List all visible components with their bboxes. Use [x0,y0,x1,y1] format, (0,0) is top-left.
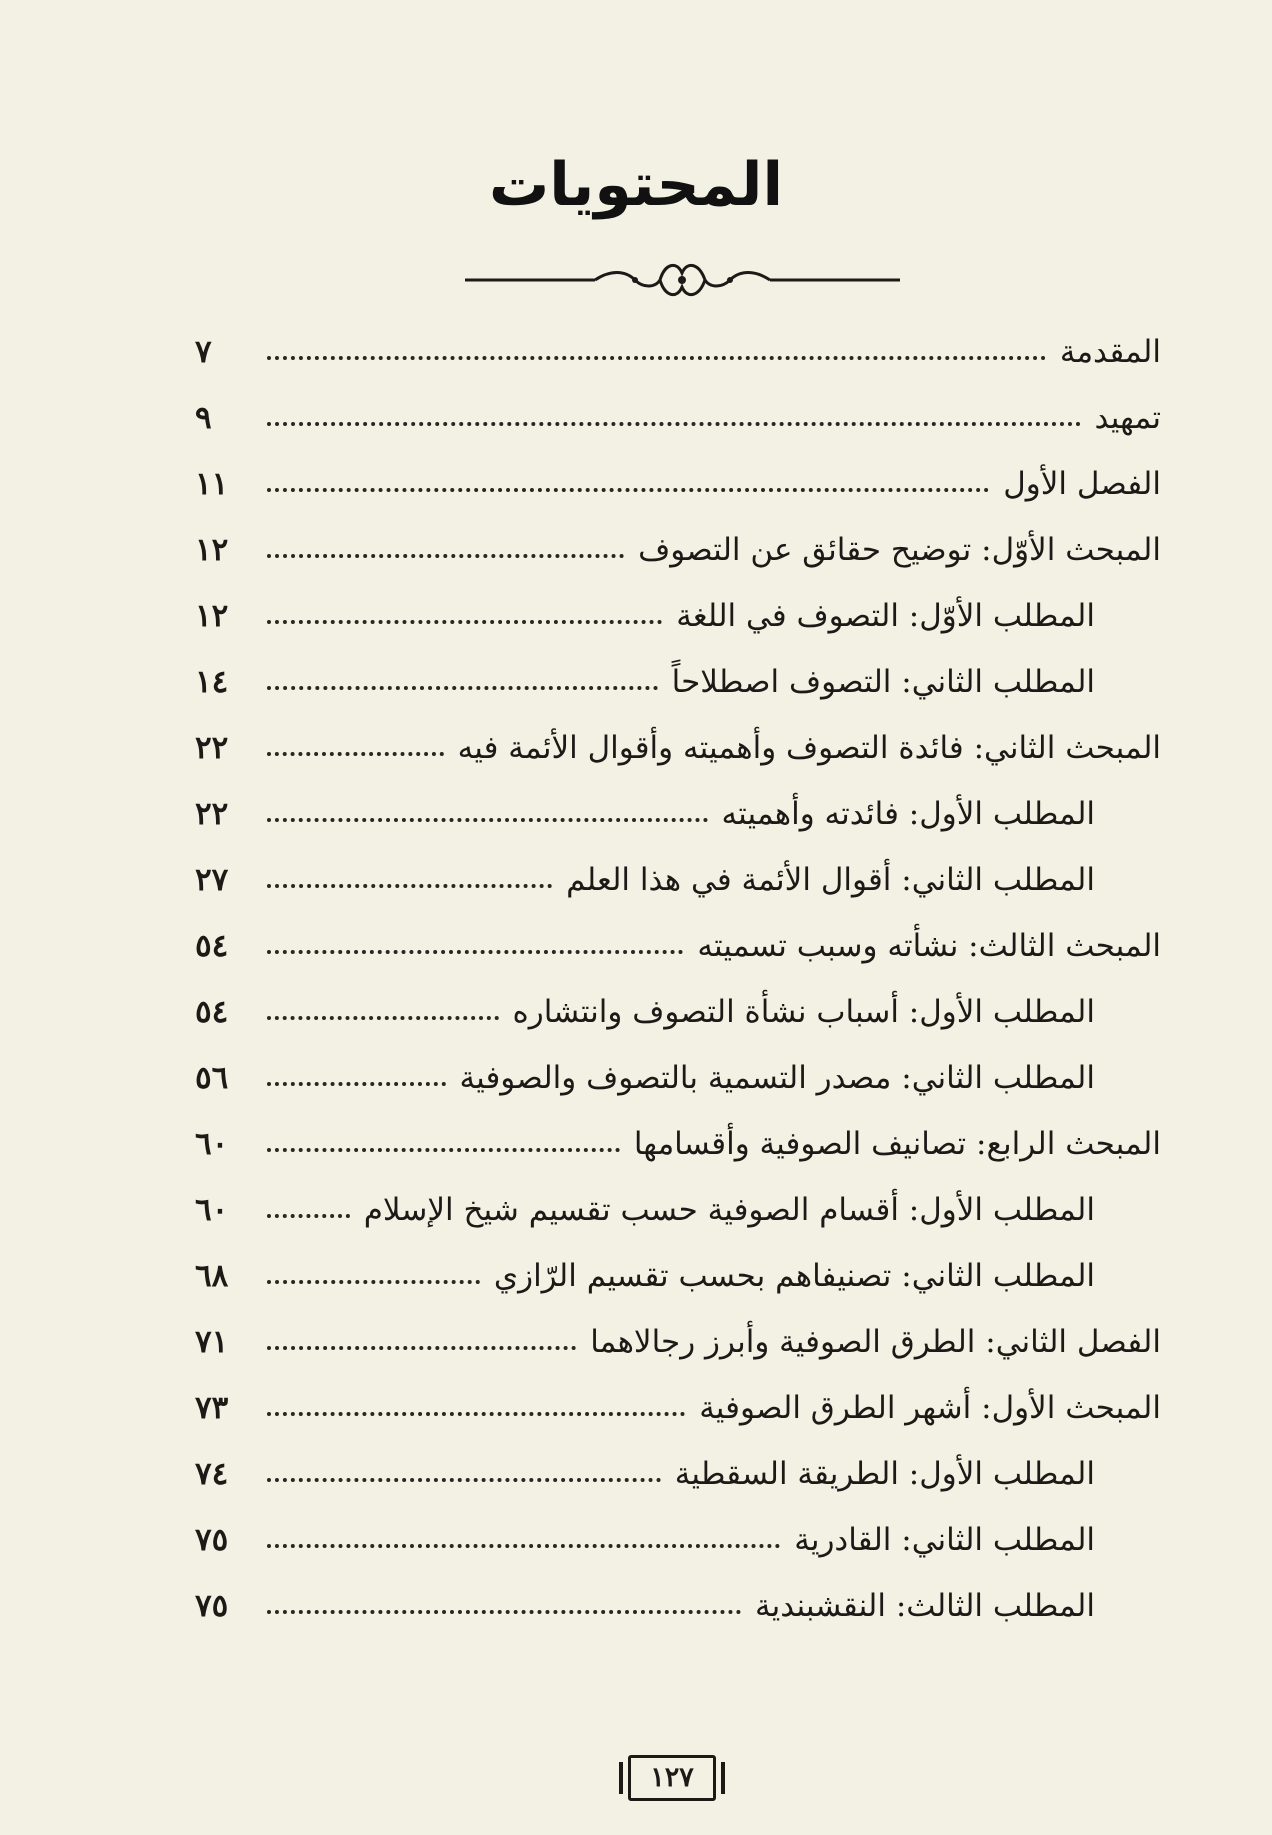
toc-entry [195,310,1161,376]
toc-entry-label: المبحث الرابع: تصانيف الصوفية وأقسامها [633,1126,1161,1162]
dot-leader [267,356,1046,360]
toc-entry-page: ١١ [195,466,229,502]
toc-entry-label: المطلب الأوّل: التصوف في اللغة [676,598,1095,634]
toc-entry-label: المطلب الثاني: التصوف اصطلاحاً [671,664,1095,700]
page-number: ١٢٧ [628,1755,716,1801]
toc-entry-page: ٧ [195,334,212,370]
toc-entry-page: ٦٠ [195,1192,229,1228]
toc-entry-label: المبحث الأول: أشهر الطرق الصوفية [699,1390,1161,1426]
toc-entry-page: ٧٤ [195,1456,229,1492]
toc-entry-page: ٥٦ [195,1060,229,1096]
toc-entry-label: المطلب الأول: أقسام الصوفية حسب تقسيم شيخ الإسلام [363,1192,1095,1228]
toc-subentry [195,1564,1161,1630]
dot-leader [267,686,658,690]
dot-leader [267,1016,499,1020]
dot-leader [267,1544,780,1548]
toc-entry [195,376,1161,442]
toc-entry-page: ٢٧ [195,862,229,898]
toc-entry-page: ١٢ [195,598,229,634]
toc-entry-label: المقدمة [1059,334,1161,370]
toc-entry-page: ٧٥ [195,1522,229,1558]
toc-entry-label: المطلب الثاني: أقوال الأئمة في هذا العلم [566,862,1095,898]
toc-entry [195,1102,1161,1168]
dot-leader [267,1412,685,1416]
toc-entry [195,706,1161,772]
page-title: المحتويات [488,150,784,220]
toc-entry-label: المطلب الأول: أسباب نشأة التصوف وانتشاره [512,994,1095,1030]
toc-entry-page: ٦٠ [195,1126,229,1162]
toc-entry-page: ١٤ [195,664,229,700]
toc-subentry [195,1036,1161,1102]
toc-subentry [195,970,1161,1036]
toc-subentry [195,1234,1161,1300]
toc-entry-page: ٧٥ [195,1588,229,1624]
toc-entry-label: المبحث الثاني: فائدة التصوف وأهميته وأقوال الأئمة فيه [457,730,1161,766]
toc-entry-page: ٥٤ [195,994,229,1030]
dot-leader [267,884,552,888]
toc-entry [195,442,1161,508]
toc-entry-page: ٢٢ [195,796,229,832]
dot-leader [267,1478,661,1482]
toc-subentry [195,1432,1161,1498]
dot-leader [267,1214,350,1218]
toc-entry-label: المبحث الأوّل: توضيح حقائق عن التصوف [638,532,1161,568]
toc-entry-label: الفصل الثاني: الطرق الصوفية وأبرز رجالاهما [590,1324,1161,1360]
toc-entry-label: تمهيد [1094,400,1161,436]
dot-leader [267,1082,446,1086]
toc-entry-page: ٥٤ [195,928,229,964]
toc-entry-label: المطلب الثاني: تصنيفاهم بحسب تقسيم الرّازي [493,1258,1095,1294]
dot-leader [267,620,662,624]
dot-leader [267,1346,576,1350]
toc-entry [195,1300,1161,1366]
toc-entry [195,904,1161,970]
toc-entry-page: ٩ [195,400,212,436]
dot-leader [267,554,624,558]
toc-subentry [195,1168,1161,1234]
toc-entry-label: المطلب الأول: الطريقة السقطية [674,1456,1095,1492]
toc-entry-page: ٦٨ [195,1258,229,1294]
dot-leader [267,422,1081,426]
dot-leader [267,752,444,756]
toc-subentry [195,574,1161,640]
dot-leader [267,1280,480,1284]
toc-entry-page: ٧١ [195,1324,229,1360]
toc-entry-page: ٧٣ [195,1390,229,1426]
toc-entry-page: ١٢ [195,532,229,568]
toc-entry-page: ٢٢ [195,730,229,766]
toc-entry-label: المطلب الثالث: النقشبندية [755,1588,1095,1624]
toc-entry [195,508,1161,574]
dot-leader [267,818,708,822]
toc-entry-label: المطلب الأول: فائدته وأهميته [721,796,1095,832]
toc-entry-label: المطلب الثاني: القادرية [794,1522,1095,1558]
toc-entry [195,1366,1161,1432]
toc-subentry [195,838,1161,904]
toc-subentry [195,1498,1161,1564]
dot-leader [267,1610,741,1614]
dot-leader [267,1148,620,1152]
toc-subentry [195,640,1161,706]
table-of-contents [195,310,1161,1630]
dot-leader [267,488,989,492]
toc-subentry [195,772,1161,838]
toc-entry-label: الفصل الأول [1003,466,1161,502]
title-ornament-divider [465,255,900,305]
toc-entry-label: المطلب الثاني: مصدر التسمية بالتصوف والصوفية [459,1060,1095,1096]
dot-leader [267,950,683,954]
toc-entry-label: المبحث الثالث: نشأته وسبب تسميته [697,928,1161,964]
